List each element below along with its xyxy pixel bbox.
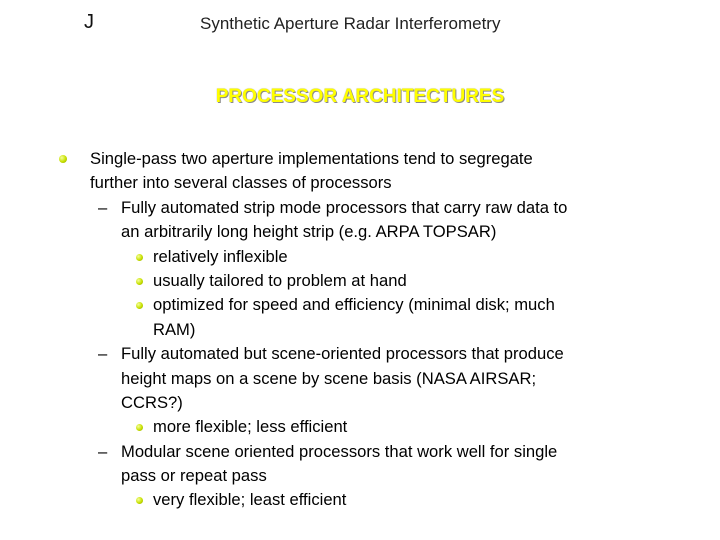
sub-sub-item (0, 488, 720, 512)
bullet-text: further into several classes of processors (90, 173, 392, 193)
sub-sub-item-text: very flexible; least efficient (153, 490, 347, 510)
sub-item-level2 (0, 196, 720, 220)
bullet-icon (136, 424, 143, 431)
sub-sub-item-text: relatively inflexible (153, 246, 288, 266)
sub-item-text: an arbitrarily long height strip (e.g. ARPA TOPSAR) (121, 222, 497, 242)
sub-item-text: height maps on a scene by scene basis (NASA AIRSAR; (121, 368, 537, 388)
sub-item-level2 (0, 342, 720, 366)
sub-sub-item (0, 293, 720, 317)
sub-item-text: Fully automated but scene-oriented processors that produce (121, 344, 564, 364)
sub-sub-item-text: usually tailored to problem at hand (153, 270, 407, 290)
sub-sub-item (0, 269, 720, 293)
bullet-icon (136, 254, 143, 261)
dash-marker: – (98, 441, 108, 461)
sub-item-continuation (0, 391, 720, 415)
sub-sub-item (0, 415, 720, 439)
sub-item-text: Fully automated strip mode processors that carry raw data to (121, 197, 568, 217)
sub-sub-item-text: more flexible; less efficient (153, 417, 348, 437)
sub-item-text: Modular scene oriented processors that work well for single (121, 441, 558, 461)
logo-glyph-icon: J (84, 11, 94, 33)
sub-sub-item-text: RAM) (153, 319, 196, 339)
dash-marker: – (98, 344, 108, 364)
slide-title: PROCESSOR ARCHITECTURES (215, 86, 505, 107)
sub-item-text: CCRS?) (121, 392, 183, 412)
bullet-icon (136, 497, 143, 504)
bullet-item-continuation (0, 171, 720, 195)
sub-item-text: pass or repeat pass (121, 466, 267, 486)
sub-sub-item-continuation (0, 318, 720, 342)
sub-item-continuation (0, 220, 720, 244)
bullet-item-level1 (0, 147, 720, 171)
sub-item-continuation (0, 464, 720, 488)
bullet-icon (136, 302, 143, 309)
sub-item-level2 (0, 440, 720, 464)
bullet-icon (136, 278, 143, 285)
header-title: Synthetic Aperture Radar Interferometry (200, 14, 501, 33)
dash-marker: – (98, 197, 108, 217)
sub-sub-item-text: optimized for speed and efficiency (minimal disk; much (153, 295, 555, 315)
bullet-text: Single-pass two aperture implementations tend to segregate (90, 149, 533, 168)
bullet-icon (59, 155, 67, 163)
bullet-list (0, 147, 720, 513)
sub-sub-item (0, 245, 720, 269)
sub-item-continuation (0, 367, 720, 391)
